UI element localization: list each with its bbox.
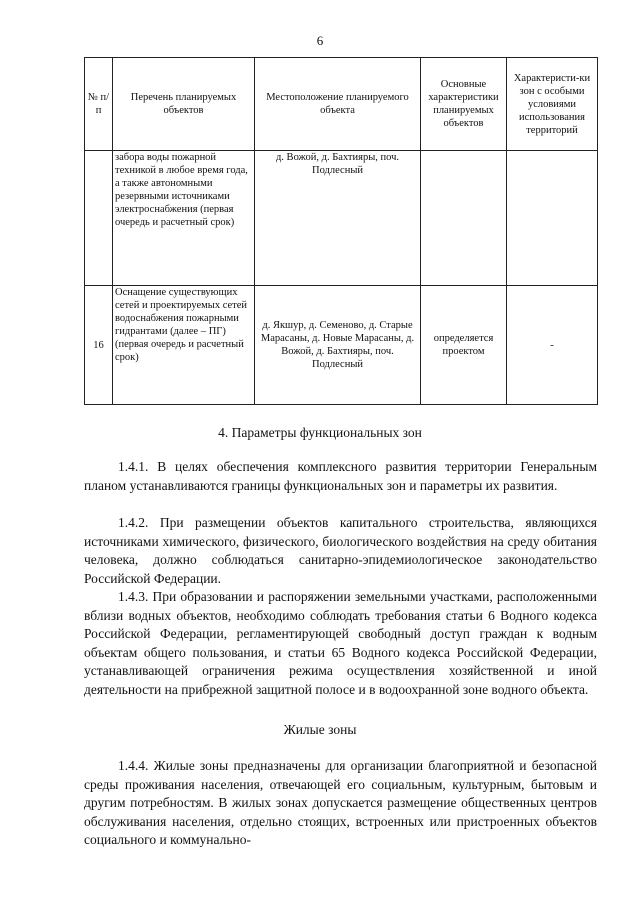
header-objects: Перечень планируемых объектов: [113, 58, 255, 151]
cell-characteristics: определяется проектом: [421, 286, 507, 405]
cell-zones: -: [507, 286, 598, 405]
header-location: Местоположение планируемого объекта: [255, 58, 421, 151]
cell-zones: [507, 151, 598, 286]
cell-objects: Оснащение существующих сетей и проектируемых сетей водоснабжения пожарными гидрантами (далее – ПГ) (первая очередь и расчетный срок): [113, 286, 255, 405]
cell-objects: забора воды пожарной техникой в любое время года, а также автономными резервными источниками электроснабжения (первая очередь и расчетный срок): [113, 151, 255, 286]
table-row: [85, 286, 598, 405]
paragraph-1-4-1: 1.4.1. В целях обеспечения комплексного развития территории Генеральным планом устанавливаются границы функциональных зон и параметры их развития.: [84, 459, 597, 493]
cell-location: д. Вожой, д. Бахтияры, поч. Подлесный: [255, 151, 421, 286]
header-zones: Характеристи-ки зон с особыми условиями использования территорий: [507, 58, 598, 151]
subsection-title: Жилые зоны: [283, 722, 357, 737]
section-title: 4. Параметры функциональных зон: [218, 425, 422, 440]
paragraph-1-4-3: 1.4.3. При образовании и распоряжении земельными участками, расположенными вблизи водных объектов, необходимо соблюдать требования статьи 6 Водного кодекса Российской Федерации, регламентирующей свободный доступ граждан к водным объектам общего пользования, и статьи 65 Водного кодекса Российской Федерации, устанавливающей ограничения режима осуществления хозяйственной и иной деятельности на прибрежной защитной полосе и в водоохранной зоне водного объекта.: [84, 589, 597, 697]
page-number: 6: [316, 33, 324, 48]
header-number: № п/п: [85, 58, 113, 151]
table-header-row: [85, 58, 598, 151]
cell-location: д. Якшур, д. Семеново, д. Старые Марасаны, д. Новые Марасаны, д. Вожой, д. Бахтияры, поч. Подлесный: [255, 286, 421, 405]
cell-number: 16: [85, 286, 113, 405]
paragraph-1-4-4: 1.4.4. Жилые зоны предназначены для организации благоприятной и безопасной среды проживания населения, отвечающей его социальным, культурным, бытовым и другим потребностям. В жилых зонах допускается размещение общественных центров обслуживания населения, отдельно стоящих, встроенных или пристроенных объектов социального и коммунально-: [84, 758, 597, 848]
paragraph-1-4-2: 1.4.2. При размещении объектов капитального строительства, являющихся источниками химического, физического, биологического воздействия на среду обитания человека, должно соблюдаться санитарно-эпидемиологическое законодательство Российской Федерации.: [84, 515, 597, 586]
header-characteristics: Основные характеристики планируемых объектов: [421, 58, 507, 151]
table-row: [85, 151, 598, 286]
planned-objects-table: [84, 57, 598, 405]
cell-number: [85, 151, 113, 286]
cell-characteristics: [421, 151, 507, 286]
